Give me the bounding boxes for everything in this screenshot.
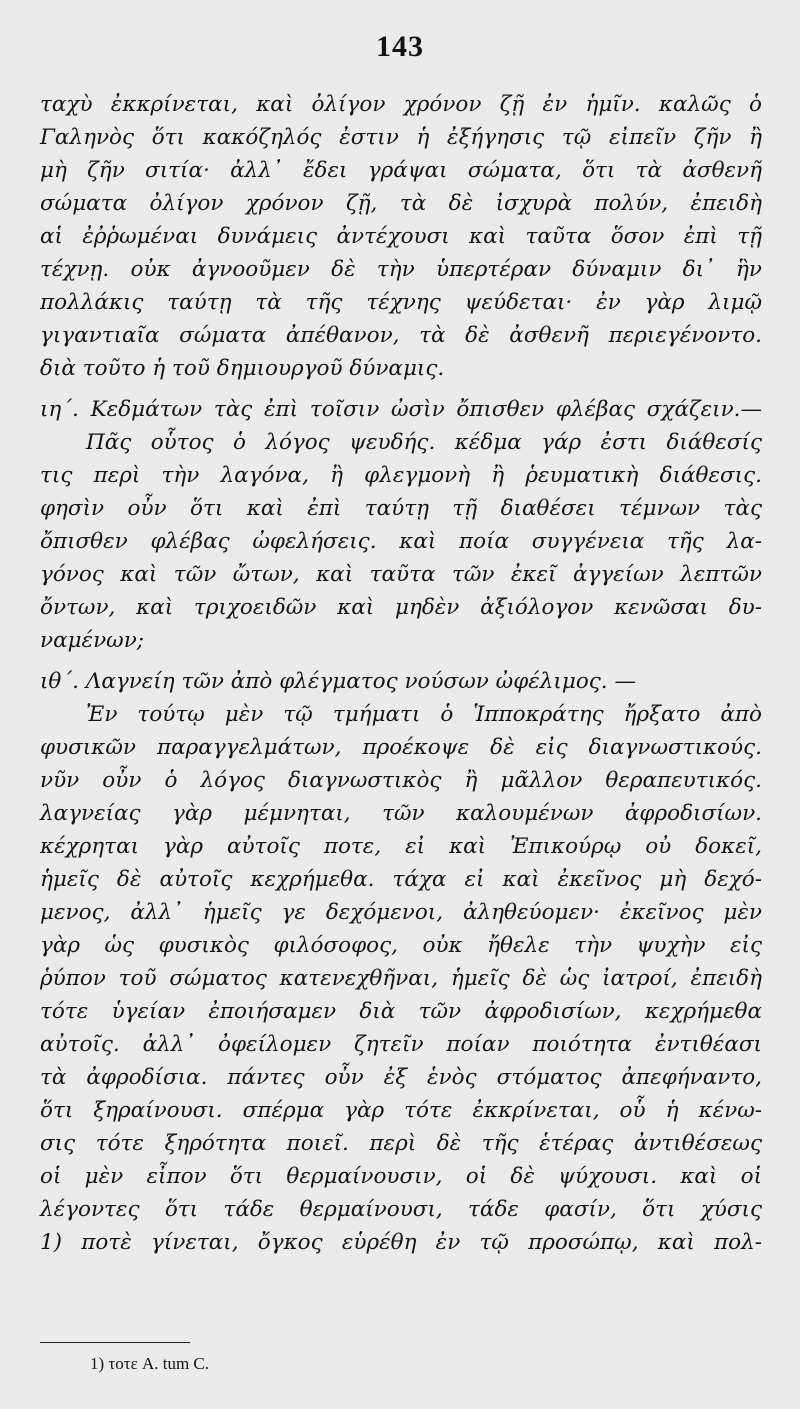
text-line: λαγνείας γὰρ μέμνηται, τῶν καλουμένων ἀφροδισίων. [40, 801, 762, 826]
text-line: οἱ μὲν εἶπον ὅτι θερμαίνουσιν, οἱ δὲ ψύχουσι. καὶ οἱ [40, 1164, 762, 1189]
text-line: ῥύπον τοῦ σώματος κατενεχθῆναι, ἡμεῖς δὲ ὡς ἰατροί, ἐπειδὴ [40, 966, 762, 991]
text-line: ὅτι ξηραίνουσι. σπέρμα γὰρ τότε ἐκκρίνεται, οὗ ἡ κένω- [40, 1098, 762, 1123]
text-line: Γαληνὸς ὅτι κακόζηλός ἐστιν ἡ ἐξήγησις τῷ εἰπεῖν ζῆν ἢ [40, 125, 762, 150]
footnote-rule [40, 1342, 190, 1343]
text-line: ταχὺ ἐκκρίνεται, καὶ ὀλίγον χρόνον ζῇ ἐν ἡμῖν. καλῶς ὁ [40, 92, 762, 117]
text-line: πολλάκις ταύτῃ τὰ τῆς τέχνης ψεύδεται· ἐν γὰρ λιμῷ [40, 290, 762, 315]
page-number: 143 [376, 30, 424, 63]
aphorism-heading: ιη΄. Κεδμάτων τὰς ἐπὶ τοῖσιν ὠσὶν ὄπισθεν φλέβας σχάζειν.— [40, 397, 762, 422]
text-line: σώματα ὀλίγον χρόνον ζῇ, τὰ δὲ ἰσχυρὰ πολύν, ἐπειδὴ [40, 191, 762, 216]
text-line: 1) ποτὲ γίνεται, ὄγκος εὑρέθη ἐν τῷ προσώπῳ, καὶ πολ- [40, 1230, 762, 1255]
text-line: γιγαντιαῖα σώματα ἀπέθανον, τὰ δὲ ἀσθενῆ περιεγένοντο. [40, 323, 762, 348]
text-line: αἱ ἐῤῥωμέναι δυνάμεις ἀντέχουσι καὶ ταῦτα ὅσον ἐπὶ τῇ [40, 224, 762, 249]
text-line: φησὶν οὖν ὅτι καὶ ἐπὶ ταύτῃ τῇ διαθέσει τέμνων τὰς [40, 496, 762, 521]
text-line: διὰ τοῦτο ἡ τοῦ δημιουργοῦ δύναμις. [40, 356, 445, 381]
text-line: τέχνῃ. οὐκ ἀγνοοῦμεν δὲ τὴν ὑπερτέραν δύναμιν δι᾽ ἣν [40, 257, 762, 282]
aphorism-heading: ιθ΄. Λαγνείη τῶν ἀπὸ φλέγματος νούσων ὠφέλιμος. — [40, 669, 636, 694]
text-line: μενος, ἀλλ᾽ ἡμεῖς γε δεχόμενοι, ἀληθεύομεν· ἐκεῖνος μὲν [40, 900, 762, 925]
footnote: 1) τοτε A. tum C. [90, 1354, 210, 1373]
text-line: Πᾶς οὗτος ὁ λόγος ψευδής. κέδμα γάρ ἐστι διάθεσίς [86, 430, 762, 455]
text-line: γόνος καὶ τῶν ὤτων, καὶ ταῦτα τῶν ἐκεῖ ἀγγείων λεπτῶν [40, 562, 762, 587]
text-line: Ἐν τούτῳ μὲν τῷ τμήματι ὁ Ἱπποκράτης ἤρξατο ἀπὸ [86, 702, 762, 727]
text-line: νῦν οὖν ὁ λόγος διαγνωστικὸς ἢ μᾶλλον θεραπευτικός. [40, 768, 762, 793]
text-line: μὴ ζῆν σιτία· ἀλλ᾽ ἔδει γράψαι σώματα, ὅτι τὰ ἀσθενῆ [40, 158, 762, 183]
text-line: τὰ ἀφροδίσια. πάντες οὖν ἐξ ἑνὸς στόματος ἀπεφήναντο, [40, 1065, 762, 1090]
text-line: τότε ὑγείαν ἐποιήσαμεν διὰ τῶν ἀφροδισίων, κεχρήμεθα [40, 999, 762, 1024]
text-line: ἡμεῖς δὲ αὐτοῖς κεχρήμεθα. τάχα εἰ καὶ ἐκεῖνος μὴ δεχό- [40, 867, 762, 892]
text-line: κέχρηται γὰρ αὐτοῖς ποτε, εἰ καὶ Ἐπικούρῳ οὐ δοκεῖ, [40, 834, 762, 859]
main-text [40, 88, 762, 1259]
text-line: λέγοντες ὅτι τάδε θερμαίνουσι, τάδε φασίν, ὅτι χύσις [40, 1197, 762, 1222]
text-line: ὄντων, καὶ τριχοειδῶν καὶ μηδὲν ἀξιόλογον κενῶσαι δυ- [40, 595, 762, 620]
text-line: σις τότε ξηρότητα ποιεῖ. περὶ δὲ τῆς ἑτέρας ἀντιθέσεως [40, 1131, 762, 1156]
text-line: ὄπισθεν φλέβας ὠφελήσεις. καὶ ποία συγγένεια τῆς λα- [40, 529, 762, 554]
text-line: ναμένων; [40, 628, 145, 653]
text-line: τις περὶ τὴν λαγόνα, ἢ φλεγμονὴ ἢ ῥευματικὴ διάθεσις. [40, 463, 762, 488]
text-line: φυσικῶν παραγγελμάτων, προέκοψε δὲ εἰς διαγνωστικούς. [40, 735, 762, 760]
text-line: αὐτοῖς. ἀλλ᾽ ὀφείλομεν ζητεῖν ποίαν ποιότητα ἐντιθέασι [40, 1032, 762, 1057]
text-line: γὰρ ὡς φυσικὸς φιλόσοφος, οὐκ ἤθελε τὴν ψυχὴν εἰς [40, 933, 762, 958]
